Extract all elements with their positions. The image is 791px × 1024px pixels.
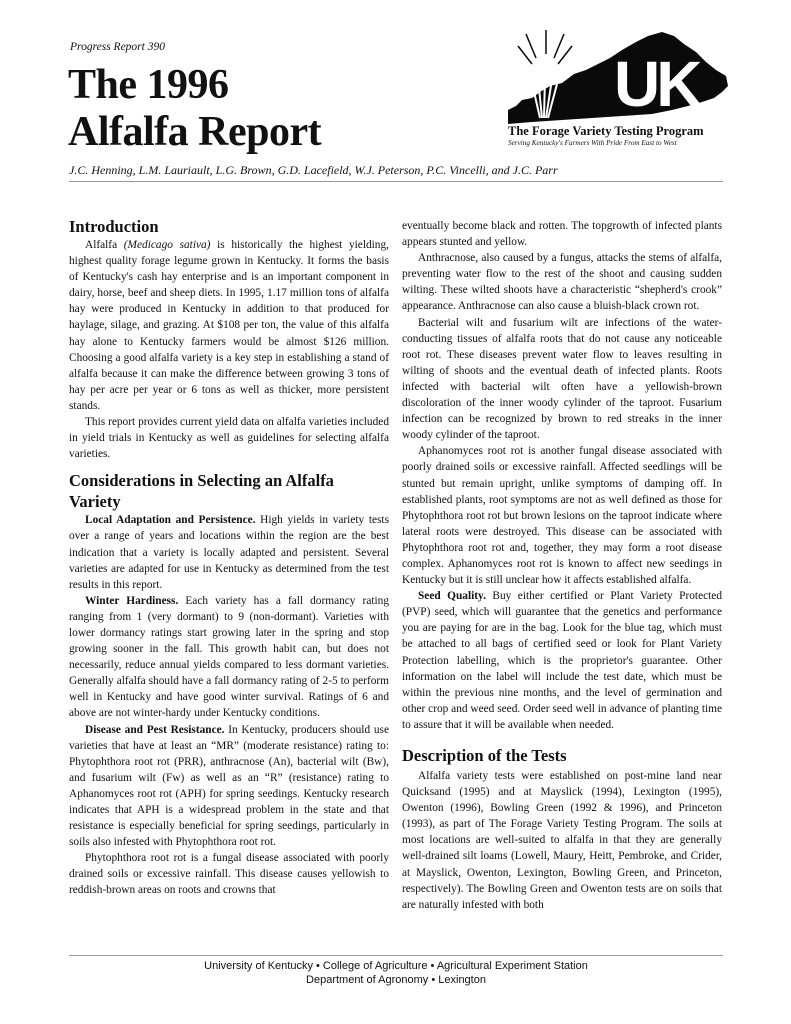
left-column: [69, 216, 389, 899]
text-seed-quality: Buy either certified or Plant Variety Protected (PVP) seed, which will guarantee that the genetics and performance you are paying for are in the bag. Look for the blue tag, which must be attached to all bags of certified seed or look for Plant Variety Protection labelling, which is the proprietor's guarantee. Other information on the label will include the test date, which must be within the previous nine months, and the level of germination and other crop and weed seed. Order seed well in advance of planting time to assure that it will be available when needed.: [402, 590, 722, 731]
paragraph-phytophthora: Phytophthora root rot is a fungal disease associated with poorly drained soils or excessive rainfall. This disease causes yellowish to reddish-brown areas on roots and crowns that: [69, 852, 389, 897]
paragraph-wilt: Bacterial wilt and fusarium wilt are infections of the water-conducting tissues of alfalfa roots that do not cause any noticeable root rot. These diseases prevent water flow to leaves resulting in wilting of shoots and the eventual death of infected plants. Roots infected with bacterial wilt often have a yellowish-brown discoloration of the inner woody cylinder of the taproot. Fusarium infection can be recognized by brown to red streaks in the inner woody cylinder of the taproot.: [402, 316, 722, 442]
right-column: [402, 218, 722, 913]
text-local-adaptation: High yields in variety tests over a range of years and locations within the region are the best indication that a variety is locally adapted and persistent. Several varieties are adapted for use in Kentucky as determined from the test results in this report.: [69, 514, 389, 591]
species-name: (Medicago sativa): [123, 239, 211, 251]
heading-tests: Description of the Tests: [402, 746, 567, 765]
intro-paragraph-1: [69, 237, 389, 414]
heading-considerations: Considerations in Selecting an Alfalfa Variety: [69, 471, 334, 512]
uk-kentucky-logo: [502, 28, 730, 130]
logo-uk-text: UK: [614, 48, 699, 120]
header-divider: [69, 181, 723, 182]
paragraph-disease-resistance: [69, 722, 389, 851]
footer-line-1: University of Kentucky • College of Agriculture • Agricultural Experiment Station: [204, 960, 588, 972]
paragraph-anthracnose: Anthracnose, also caused by a fungus, attacks the stems of alfalfa, preventing water flow to the rest of the shoot and causing sudden wilting. These wilted shoots have a characteristic “shepherd's crook” appearance. Anthracnose can also cause a bluish-black crown rot.: [402, 252, 722, 313]
paragraph-aphanomyces: Aphanomyces root rot is another fungal disease associated with poorly drained soils or excessive rainfall. Affected seedlings will be stunted but remain upright, unlike symptoms of damping off. In established plants, root symptoms are not as well defined as those for Phytophthora root rot but brown lesions on the taproot indicate where lateral roots were destroyed. This disease can be associated with Phytophthora root rot and, together, they may form a root disease complex. Aphanomyces root rot is known to affect new seedings in Kentucky but it is still unclear how it affects established alfalfa.: [402, 445, 722, 587]
footer-line-2: Department of Agronomy • Lexington: [306, 973, 486, 986]
paragraph-local-adaptation: [69, 512, 389, 592]
text-disease-resistance: In Kentucky, producers should use varieties that have at least an “MR” (moderate resistance) rating to: Phytophthora root rot (PRR), anthracnose (An), bacterial wilt (Bw), and fusarium wilt (Fw) as well as an “R” (resistance) rating to Aphanomyces root rot (APH) for spring seedings. Kentucky research indicates that APH is a widespread problem in the state and that resistance is especially beneficial for spring seedings, particularly in soils also infested with Phytophthora root rot.: [69, 723, 389, 849]
intro-text-a: Alfalfa: [85, 239, 124, 251]
page-title: [68, 62, 321, 156]
paragraph-tests: Alfalfa variety tests were established on post-mine land near Quicksand (1995) and at Mayslick (1994), Lexington (1995), Owenton (1996), Bowling Green (1992 & 1996), and Princeton (1993), as part of The Forage Variety Testing Program. The soils at most locations are well-suited to alfalfa in that they are generally well-drained silt loams (Lowell, Maury, Heitt, Pembroke, and Crider, at Mayslick, Owenton, Lexington, Bowling Green, and Princeton, respectively). The Bowling Green and Owenton tests are on soils that are naturally infested with both: [402, 770, 722, 911]
paragraph-seed-quality: [402, 588, 722, 733]
lead-seed-quality: Seed Quality.: [418, 590, 486, 603]
paragraph-winter-hardiness: [69, 593, 389, 722]
title-line-2: Alfalfa Report: [68, 109, 322, 155]
title-line-1: The 1996: [68, 62, 229, 108]
lead-disease-resistance: Disease and Pest Resistance.: [85, 723, 225, 736]
footer: [69, 960, 723, 987]
authors-line: J.C. Henning, L.M. Lauriault, L.G. Brown, G.D. Lacefield, W.J. Peterson, P.C. Vincelli, and J.C. Parr: [69, 163, 558, 177]
program-name: The Forage Variety Testing Program: [508, 124, 704, 138]
intro-paragraph-2: This report provides current yield data on alfalfa varieties included in yield trials in Kentucky as well as guidelines for selecting alfalfa varieties.: [69, 416, 389, 461]
intro-text-b: is historically the highest yielding, highest quality forage legume grown in Kentucky. It forms the basis of Kentucky's cash hay enterprise and is an important component in dairy, horse, beef and sheep diets. In 1995, 1.17 million tons of alfalfa hay were produced in Kentucky in addition to that produced for haylage, silage, and grazing. At $108 per ton, the value of this alfalfa hay alone to Kentucky farmers would be almost $126 million. Choosing a good alfalfa variety is a key step in establishing a stand of alfalfa because it can make the difference between growing 3 tons of hay per acre per year or 6 tons as well as thicker, more persistent stands.: [69, 239, 389, 412]
footer-divider: [69, 955, 723, 956]
lead-local-adaptation: Local Adaptation and Persistence.: [85, 514, 256, 527]
report-number: Progress Report 390: [70, 41, 165, 53]
paragraph-continued: eventually become black and rotten. The topgrowth of infected plants appears stunted and yellow.: [402, 220, 722, 249]
lead-winter-hardiness: Winter Hardiness.: [85, 594, 179, 607]
program-tagline: Serving Kentucky's Farmers With Pride From East to West: [508, 139, 677, 147]
text-winter-hardiness: Each variety has a fall dormancy rating ranging from 1 (very dormant) to 9 (non-dormant). Varieties with lower dormancy ratings start growing later in the spring and stop growing sooner in the fall. This growth habit can, but does not necessarily, reduce annual yields compared to less dormant varieties. Generally alfalfa should have a fall dormancy rating of 2-5 to perform well in Kentucky and have good winter survival. Ratings of 6 and above are not winter-hardy under Kentucky conditions.: [69, 594, 390, 720]
heading-introduction: Introduction: [69, 217, 159, 236]
